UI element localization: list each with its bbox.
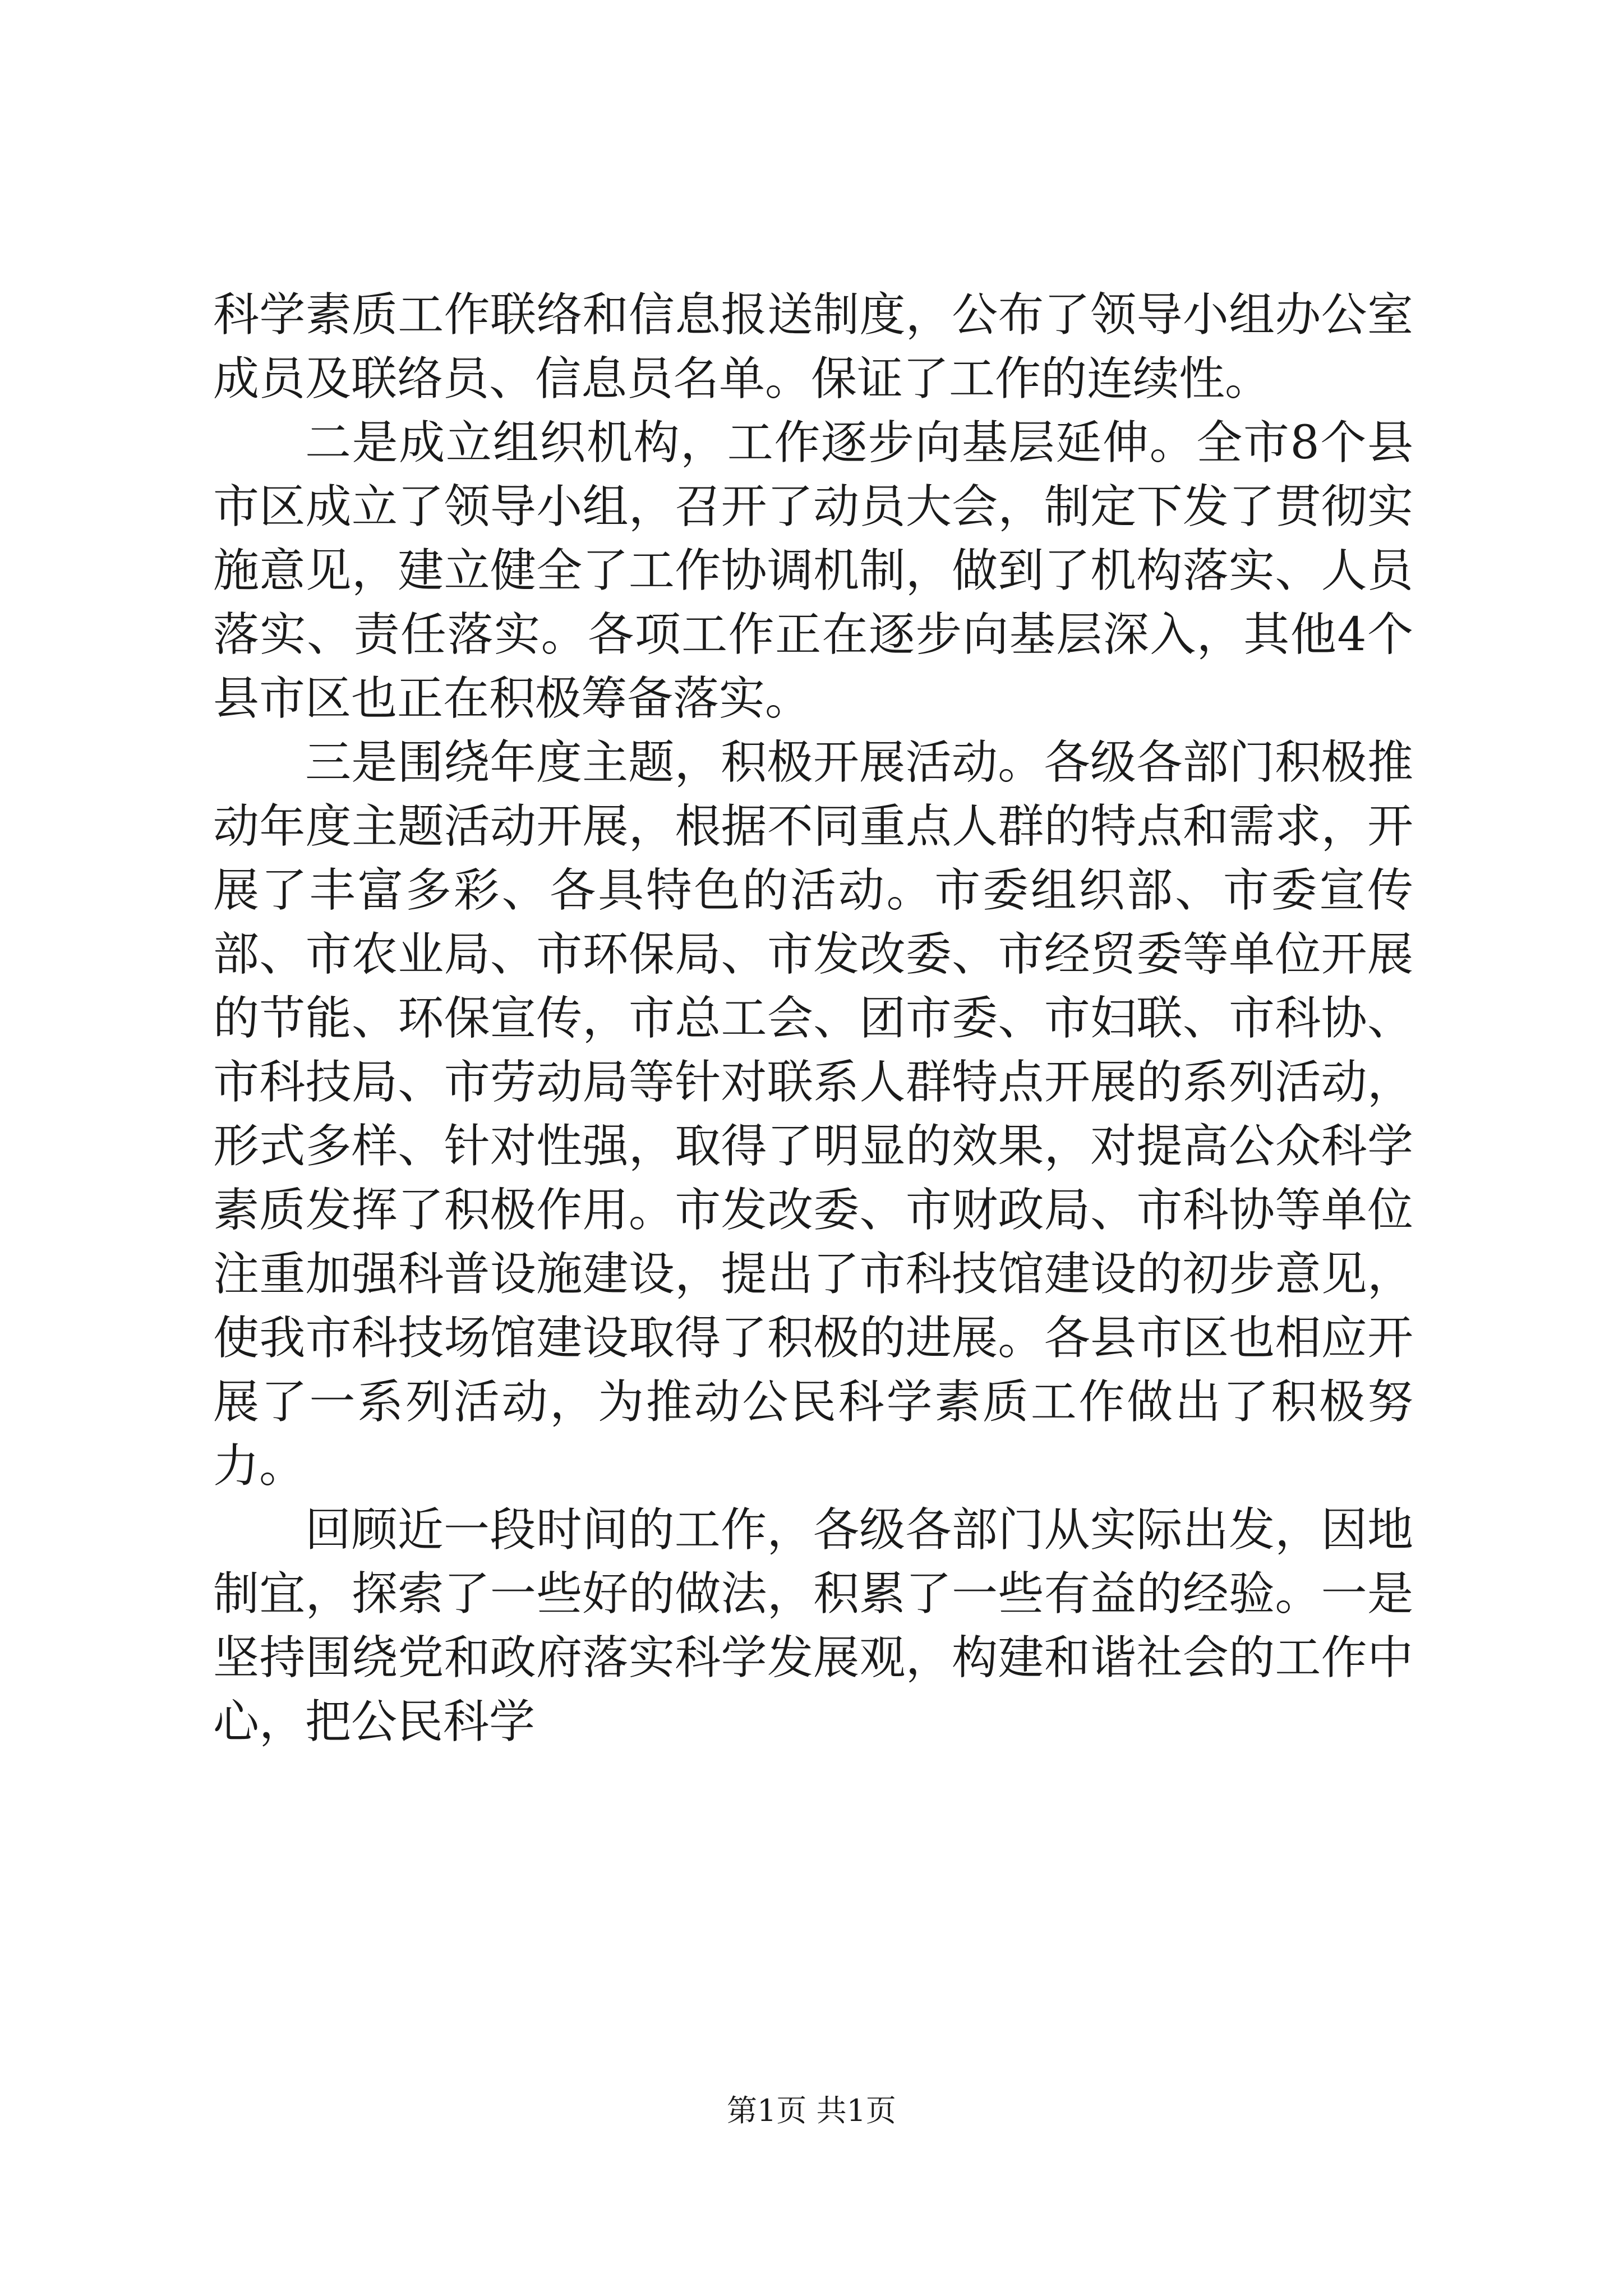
paragraph-continuation: 科学素质工作联络和信息报送制度，公布了领导小组办公室成员及联络员、信息员名单。保证了工作的连续性。 xyxy=(213,288,1413,406)
paragraph-activities: 三是围绕年度主题，积极开展活动。各级各部门积极推动年度主题活动开展，根据不同重点人群的特点和需求，开展了丰富多彩、各具特色的活动。市委组织部、市委宣传部、市农业局、市环保局、市发改委、市经贸委等单位开展的节能、环保宣传，市总工会、团市委、市妇联、市科协、市科技局、市劳动局等针对联系人群特点开展的系列活动，形式多样、针对性强，取得了明显的效果，对提高公众科学素质发挥了积极作用。市发改委、市财政局、市科协等单位注重加强科普设施建设，提出了市科技馆建设的初步意见，使我市科技场馆建设取得了积极的进展。各县市区也相应开展了一系列活动，为推动公民科学素质工作做出了积极努力。 xyxy=(213,736,1413,1493)
paragraph-review: 回顾近一段时间的工作，各级各部门从实际出发，因地制宜，探索了一些好的做法，积累了一些有益的经验。一是坚持围绕党和政府落实科学发展观，构建和谐社会的工作中心，把公民科学 xyxy=(213,1503,1413,1749)
page-footer: 第1页 共1页 xyxy=(727,2093,896,2128)
paragraph-organization: 二是成立组织机构，工作逐步向基层延伸。全市8个县市区成立了领导小组，召开了动员大会，制定下发了贯彻实施意见，建立健全了工作协调机制，做到了机构落实、人员落实、责任落实。各项工作正在逐步向基层深入，其他4个县市区也正在积极筹备落实。 xyxy=(213,416,1413,725)
document-body xyxy=(213,283,1413,1754)
